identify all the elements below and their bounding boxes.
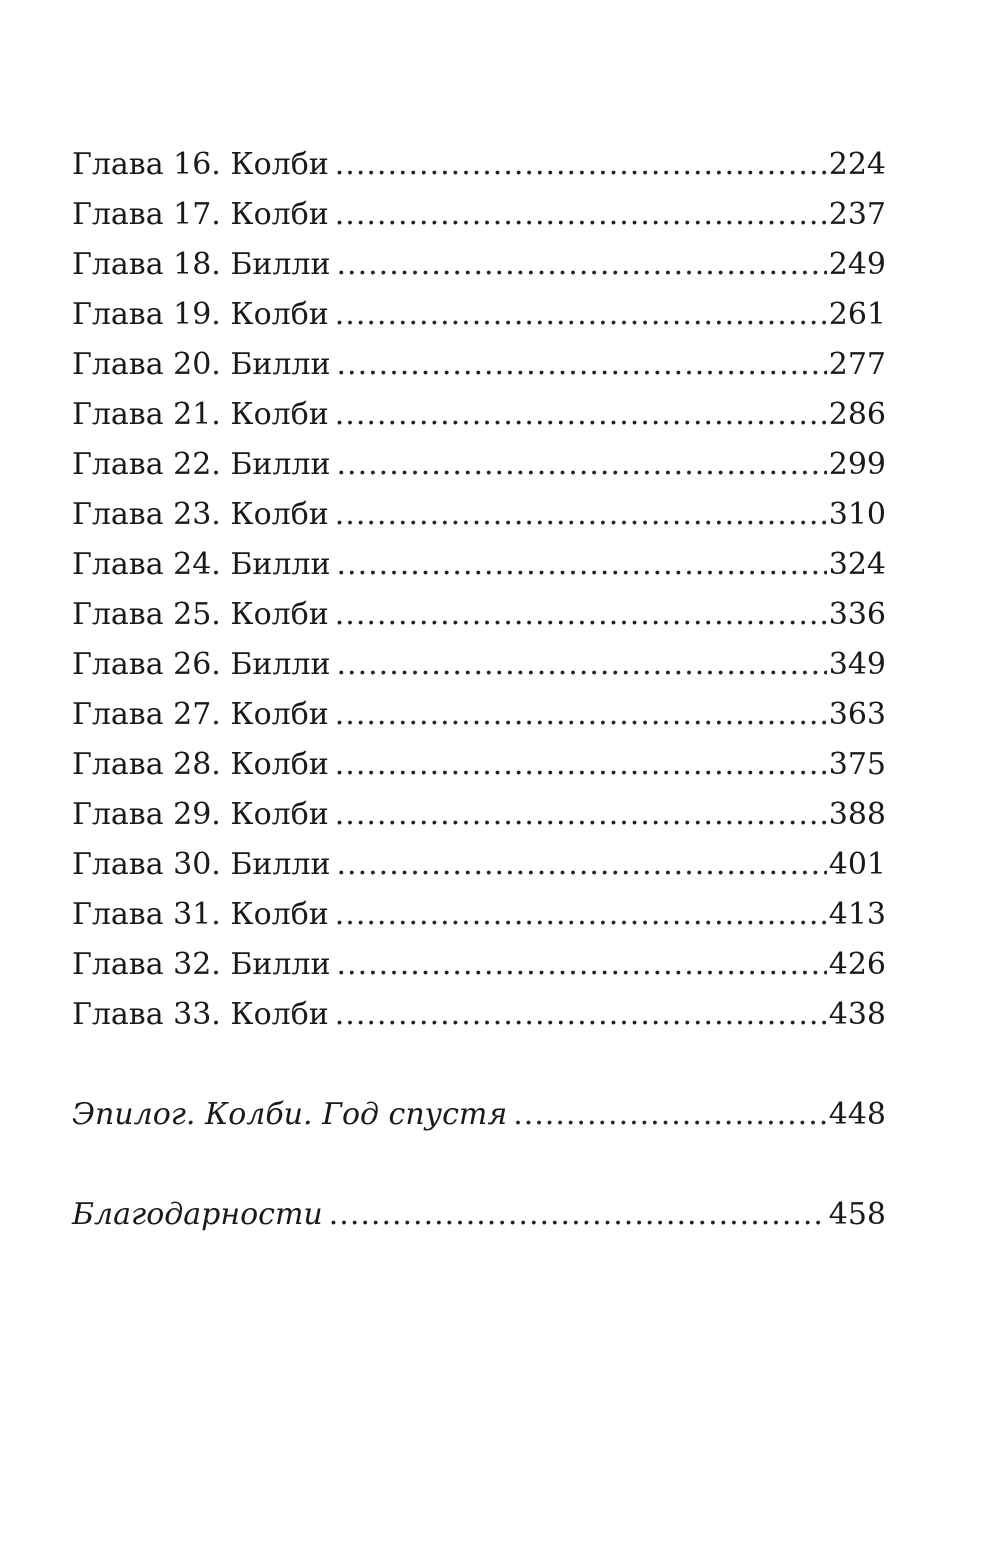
chapter-title: Глава 26. Билли: [72, 647, 331, 682]
page-number: 310: [828, 497, 886, 532]
chapter-title: Глава 23. Колби: [72, 497, 329, 532]
chapter-title: Глава 30. Билли: [72, 847, 331, 882]
toc-entry: [72, 140, 886, 190]
toc-entry: [72, 340, 886, 390]
dot-leader: [513, 1090, 827, 1140]
dot-leader: [337, 840, 827, 890]
chapter-title: Глава 31. Колби: [72, 897, 329, 932]
page-number: 388: [828, 797, 886, 832]
dot-leader: [335, 890, 827, 940]
dot-leader: [337, 340, 827, 390]
page-number: 336: [828, 597, 886, 632]
toc-entry: [72, 190, 886, 240]
chapter-title: Глава 29. Колби: [72, 797, 329, 832]
dot-leader: [335, 690, 827, 740]
page-number: 224: [828, 147, 886, 182]
page-number: 426: [828, 947, 886, 982]
toc-entry: [72, 840, 886, 890]
dot-leader: [335, 140, 827, 190]
chapter-title: Глава 28. Колби: [72, 747, 329, 782]
page-number: 458: [828, 1197, 886, 1232]
dot-leader: [335, 490, 827, 540]
chapter-title: Глава 25. Колби: [72, 597, 329, 632]
chapter-title: Глава 22. Билли: [72, 447, 331, 482]
dot-leader: [335, 190, 827, 240]
dot-leader: [337, 540, 827, 590]
page-number: 286: [828, 397, 886, 432]
page-number: 277: [828, 347, 886, 382]
acknowledgements-title: Благодарности: [72, 1197, 323, 1232]
page-number: 438: [828, 997, 886, 1032]
page-number: 299: [828, 447, 886, 482]
dot-leader: [335, 290, 827, 340]
chapter-title: Глава 19. Колби: [72, 297, 329, 332]
toc-entry: [72, 690, 886, 740]
toc-entry: [72, 540, 886, 590]
page-number: 401: [828, 847, 886, 882]
page-number: 237: [828, 197, 886, 232]
toc-entry: [72, 440, 886, 490]
page-number: 249: [828, 247, 886, 282]
toc-entry: [72, 240, 886, 290]
chapter-title: Глава 32. Билли: [72, 947, 331, 982]
chapter-title: Глава 21. Колби: [72, 397, 329, 432]
page-number: 363: [828, 697, 886, 732]
dot-leader: [337, 240, 827, 290]
dot-leader: [335, 390, 827, 440]
chapter-title: Глава 33. Колби: [72, 997, 329, 1032]
chapter-title: Глава 16. Колби: [72, 147, 329, 182]
dot-leader: [329, 1190, 827, 1240]
toc-entry: [72, 590, 886, 640]
chapter-title: Глава 27. Колби: [72, 697, 329, 732]
toc-entry: [72, 490, 886, 540]
page-number: 349: [828, 647, 886, 682]
page-number: 375: [828, 747, 886, 782]
dot-leader: [337, 940, 827, 990]
table-of-contents: [72, 140, 886, 1240]
chapter-title: Глава 18. Билли: [72, 247, 331, 282]
dot-leader: [335, 790, 827, 840]
page-number: 324: [828, 547, 886, 582]
toc-entry: [72, 940, 886, 990]
page-number: 413: [828, 897, 886, 932]
toc-entry: [72, 290, 886, 340]
dot-leader: [337, 640, 827, 690]
epilogue-title: Эпилог. Колби. Год спустя: [72, 1097, 508, 1132]
chapter-title: Глава 17. Колби: [72, 197, 329, 232]
dot-leader: [337, 440, 827, 490]
toc-entry-acknowledgements: [72, 1190, 886, 1240]
toc-entry: [72, 390, 886, 440]
dot-leader: [335, 990, 827, 1040]
dot-leader: [335, 740, 827, 790]
toc-entry: [72, 740, 886, 790]
chapter-title: Глава 20. Билли: [72, 347, 331, 382]
toc-entry: [72, 790, 886, 840]
page-number: 261: [828, 297, 886, 332]
toc-entry-epilogue: [72, 1090, 886, 1140]
toc-entry: [72, 640, 886, 690]
dot-leader: [335, 590, 827, 640]
toc-entry: [72, 990, 886, 1040]
chapter-title: Глава 24. Билли: [72, 547, 331, 582]
toc-entry: [72, 890, 886, 940]
page-number: 448: [828, 1097, 886, 1132]
